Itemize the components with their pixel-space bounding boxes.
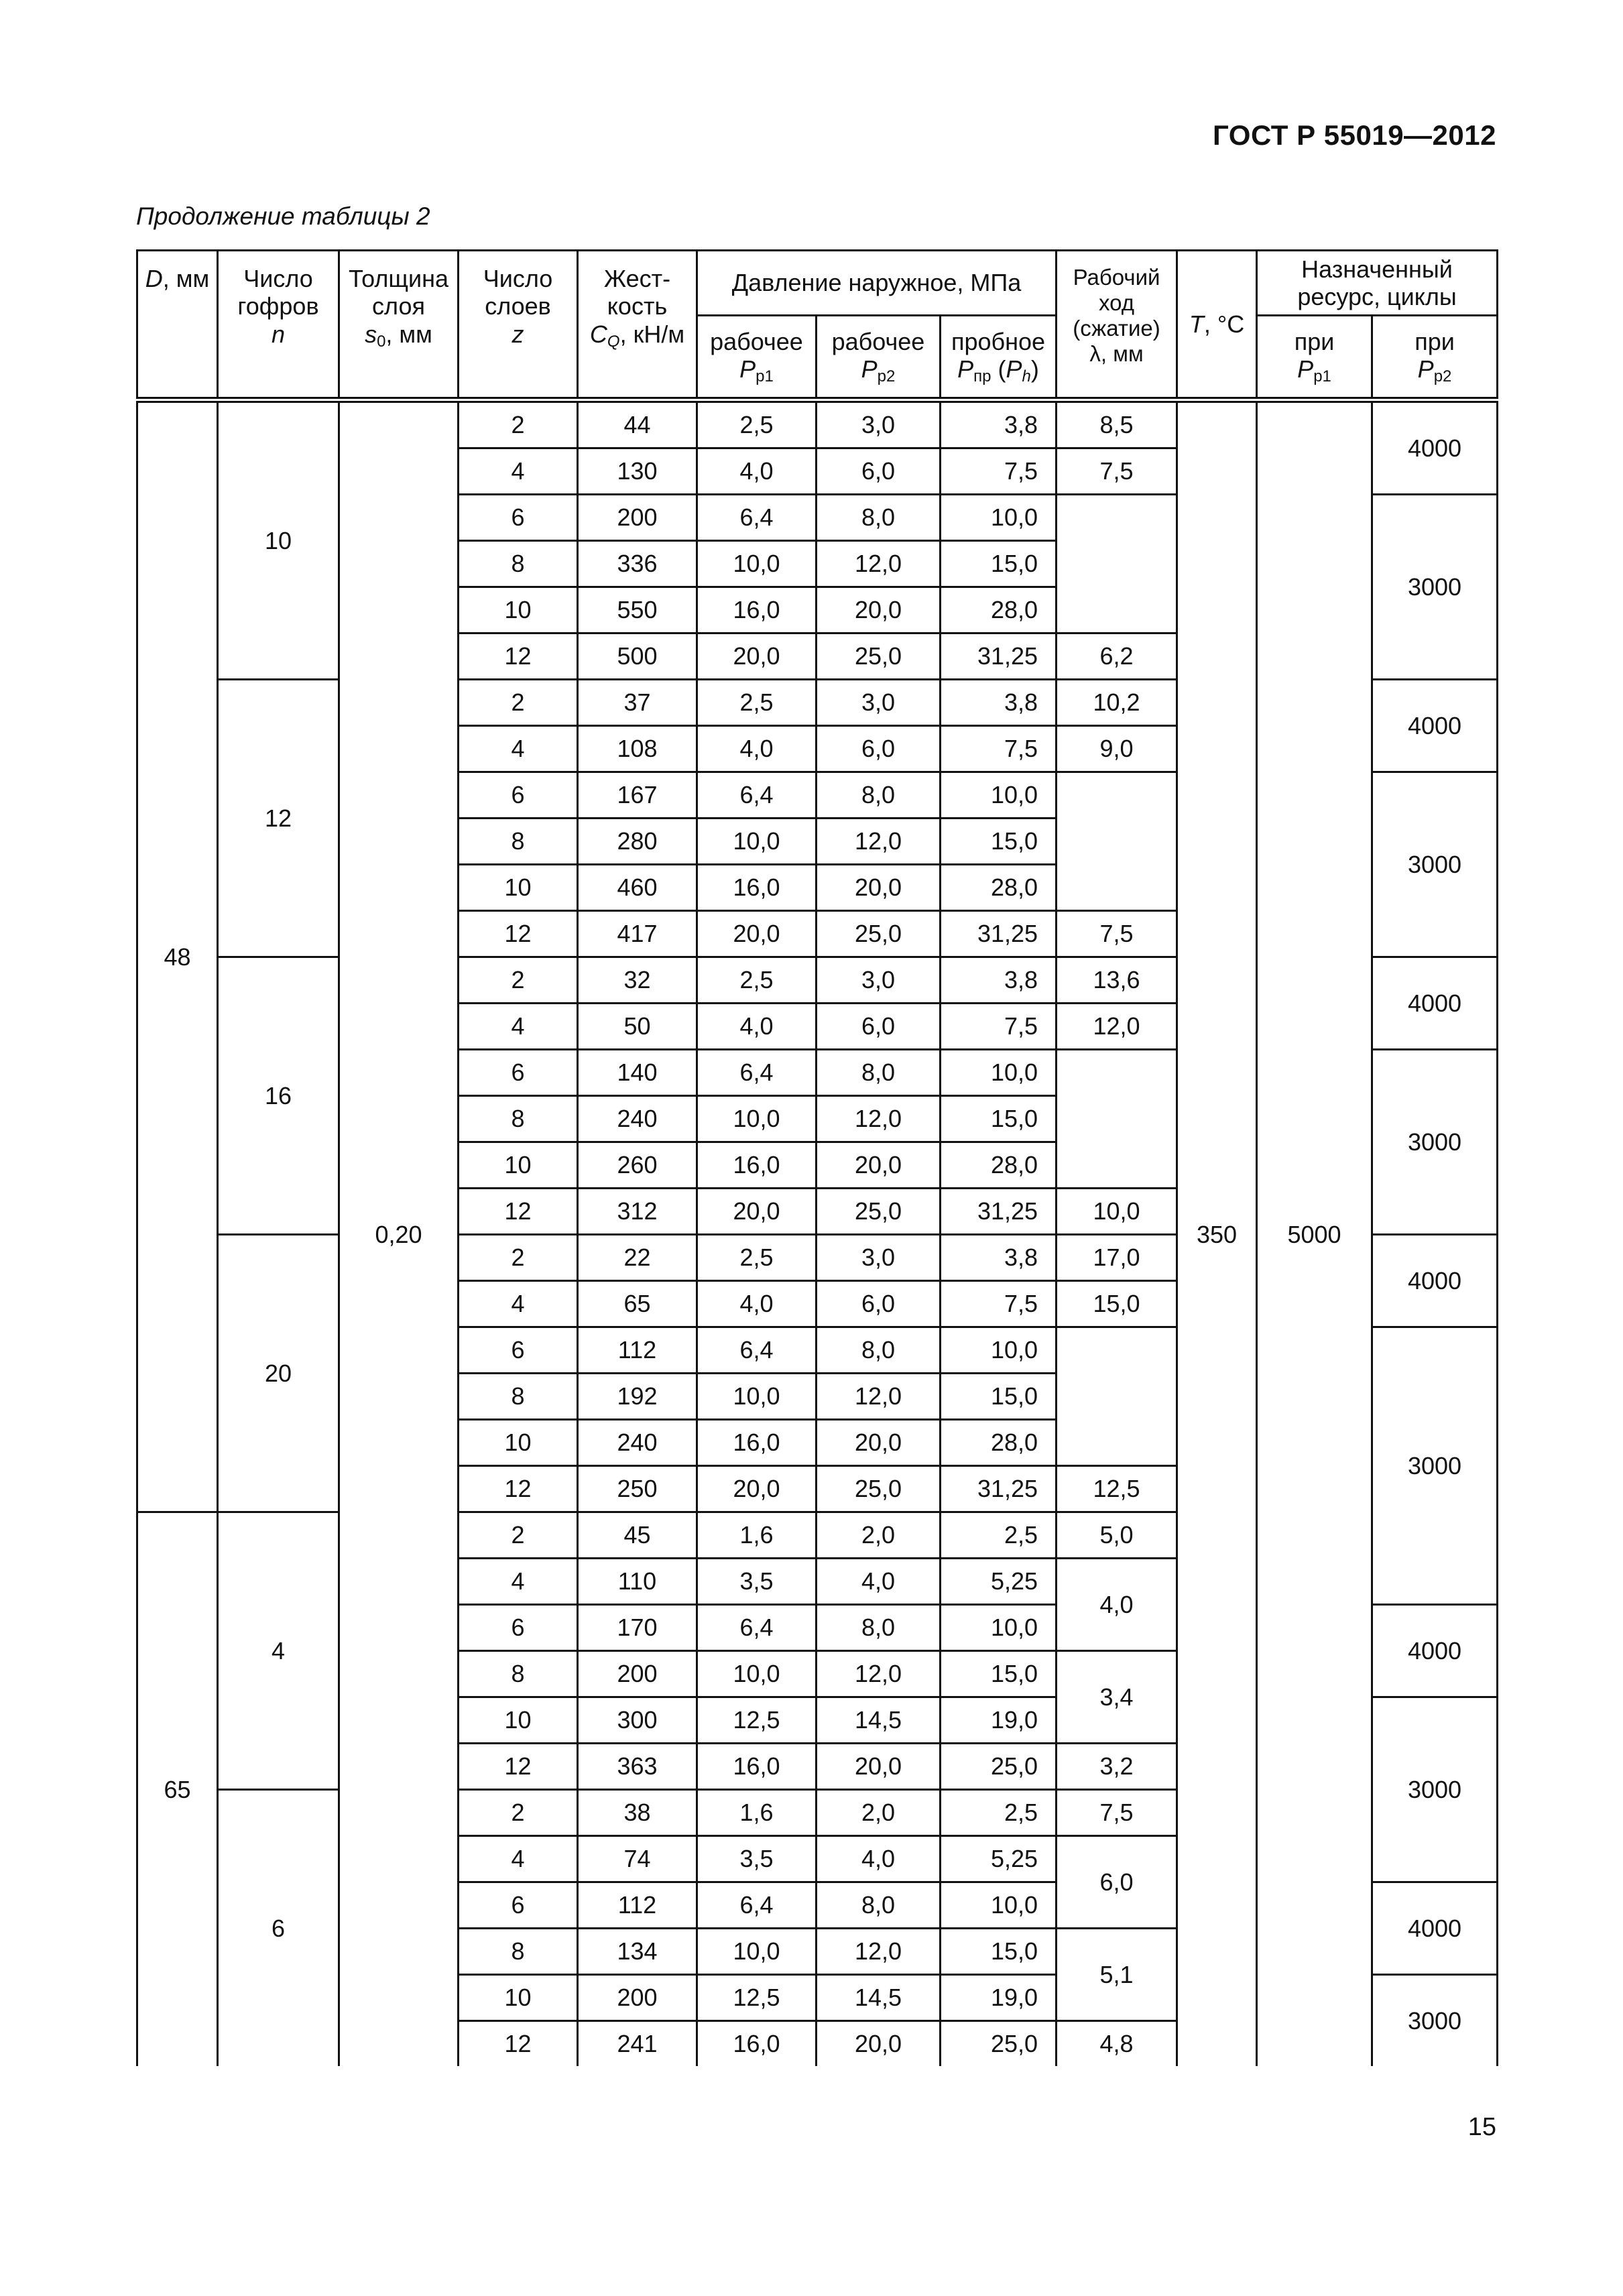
stiffness-cell: 460 — [578, 865, 697, 911]
stroke-cell: 5,0 — [1057, 1512, 1177, 1559]
diameter-cell: 65 — [137, 1512, 218, 2067]
layers-cell: 4 — [459, 1559, 578, 1605]
resource-p2-cell: 4000 — [1372, 1605, 1498, 1697]
stroke-cell: 4,8 — [1057, 2021, 1177, 2067]
ptest-cell: 2,5 — [941, 1512, 1057, 1559]
layers-cell: 2 — [459, 957, 578, 1004]
ptest-cell: 31,25 — [941, 911, 1057, 957]
p1-cell: 20,0 — [697, 1466, 817, 1512]
layers-cell: 12 — [459, 633, 578, 680]
p2-cell: 12,0 — [817, 819, 941, 865]
stroke-cell: 8,5 — [1057, 400, 1177, 448]
corrugations-cell: 20 — [218, 1235, 339, 1512]
resource-p2-cell: 4000 — [1372, 400, 1498, 495]
p1-cell: 6,4 — [697, 1327, 817, 1374]
resource-p2-cell: 4000 — [1372, 1882, 1498, 1975]
header-resource-p1: при $P_{р1}$ — [1257, 316, 1372, 400]
ptest-cell: 10,0 — [941, 1605, 1057, 1651]
corrugations-cell: 16 — [218, 957, 339, 1235]
layers-cell: 2 — [459, 1790, 578, 1836]
p1-cell: 4,0 — [697, 448, 817, 495]
ptest-cell: 7,5 — [941, 1004, 1057, 1050]
stiffness-cell: 37 — [578, 680, 697, 726]
ptest-cell: 19,0 — [941, 1697, 1057, 1744]
stiffness-cell: 74 — [578, 1836, 697, 1882]
stroke-cell: 6,0 — [1057, 1836, 1177, 1929]
table-row — [137, 400, 1498, 448]
ptest-cell: 15,0 — [941, 1374, 1057, 1420]
ptest-cell: 15,0 — [941, 1929, 1057, 1975]
ptest-cell: 7,5 — [941, 448, 1057, 495]
stiffness-cell: 65 — [578, 1281, 697, 1327]
layers-cell: 4 — [459, 1281, 578, 1327]
header-p2: рабочее $P_{р2}$ — [817, 316, 941, 400]
corrugations-cell: 6 — [218, 1790, 339, 2067]
layers-cell: 8 — [459, 1374, 578, 1420]
stiffness-cell: 50 — [578, 1004, 697, 1050]
p2-cell: 2,0 — [817, 1790, 941, 1836]
ptest-cell: 28,0 — [941, 587, 1057, 633]
stiffness-cell: 32 — [578, 957, 697, 1004]
p2-cell: 14,5 — [817, 1975, 941, 2021]
p2-cell: 8,0 — [817, 495, 941, 541]
stiffness-cell: 417 — [578, 911, 697, 957]
temperature-cell: 350 — [1177, 400, 1257, 2067]
resource-p2-cell: 4000 — [1372, 957, 1498, 1050]
layers-cell: 6 — [459, 1882, 578, 1929]
stroke-cell: 3,2 — [1057, 1744, 1177, 1790]
stroke-cell: 12,5 — [1057, 1466, 1177, 1512]
header-lambda: Рабочий ход (сжатие) λ, мм — [1057, 251, 1177, 400]
p1-cell: 20,0 — [697, 911, 817, 957]
stroke-cell — [1057, 772, 1177, 911]
layers-cell: 12 — [459, 1189, 578, 1235]
p2-cell: 20,0 — [817, 1744, 941, 1790]
page-number: 15 — [1467, 2113, 1496, 2141]
resource-p2-cell: 3000 — [1372, 1975, 1498, 2067]
p2-cell: 12,0 — [817, 1929, 941, 1975]
stiffness-cell: 550 — [578, 587, 697, 633]
stiffness-cell: 260 — [578, 1142, 697, 1189]
p2-cell: 4,0 — [817, 1559, 941, 1605]
p2-cell: 20,0 — [817, 1142, 941, 1189]
p1-cell: 6,4 — [697, 772, 817, 819]
p2-cell: 4,0 — [817, 1836, 941, 1882]
ptest-cell: 28,0 — [941, 1142, 1057, 1189]
layers-cell: 12 — [459, 2021, 578, 2067]
stroke-cell: 13,6 — [1057, 957, 1177, 1004]
layers-cell: 8 — [459, 1096, 578, 1142]
stiffness-cell: 200 — [578, 495, 697, 541]
p2-cell: 20,0 — [817, 2021, 941, 2067]
ptest-cell: 3,8 — [941, 400, 1057, 448]
resource-p2-cell: 4000 — [1372, 1235, 1498, 1327]
stiffness-cell: 280 — [578, 819, 697, 865]
p2-cell: 8,0 — [817, 1327, 941, 1374]
stiffness-cell: 38 — [578, 1790, 697, 1836]
document-header: ГОСТ Р 55019—2012 — [1213, 119, 1496, 151]
layers-cell: 6 — [459, 1327, 578, 1374]
stroke-cell: 4,0 — [1057, 1559, 1177, 1651]
ptest-cell: 2,5 — [941, 1790, 1057, 1836]
corrugations-cell: 12 — [218, 680, 339, 957]
stroke-cell: 12,0 — [1057, 1004, 1177, 1050]
p1-cell: 4,0 — [697, 726, 817, 772]
p1-cell: 10,0 — [697, 819, 817, 865]
p2-cell: 6,0 — [817, 726, 941, 772]
p2-cell: 12,0 — [817, 1096, 941, 1142]
p1-cell: 2,5 — [697, 400, 817, 448]
p2-cell: 3,0 — [817, 680, 941, 726]
header-z: Число слоев z — [459, 251, 578, 400]
resource-p2-cell: 3000 — [1372, 1327, 1498, 1605]
resource-p2-cell: 3000 — [1372, 495, 1498, 680]
ptest-cell: 10,0 — [941, 495, 1057, 541]
ptest-cell: 7,5 — [941, 726, 1057, 772]
p2-cell: 25,0 — [817, 911, 941, 957]
layers-cell: 4 — [459, 448, 578, 495]
layers-cell: 10 — [459, 865, 578, 911]
p2-cell: 12,0 — [817, 1651, 941, 1697]
p2-cell: 25,0 — [817, 1189, 941, 1235]
p1-cell: 16,0 — [697, 865, 817, 911]
p1-cell: 4,0 — [697, 1004, 817, 1050]
stiffness-cell: 112 — [578, 1327, 697, 1374]
layers-cell: 8 — [459, 819, 578, 865]
layers-cell: 10 — [459, 1697, 578, 1744]
p1-cell: 6,4 — [697, 1605, 817, 1651]
table-caption: Продолжение таблицы 2 — [136, 202, 430, 230]
ptest-cell: 25,0 — [941, 2021, 1057, 2067]
ptest-cell: 15,0 — [941, 1651, 1057, 1697]
layers-cell: 8 — [459, 541, 578, 587]
stroke-cell — [1057, 495, 1177, 633]
p1-cell: 16,0 — [697, 587, 817, 633]
stiffness-cell: 336 — [578, 541, 697, 587]
layers-cell: 12 — [459, 911, 578, 957]
header-resource: Назначенный ресурс, циклы — [1257, 251, 1498, 316]
layers-cell: 10 — [459, 1142, 578, 1189]
p2-cell: 14,5 — [817, 1697, 941, 1744]
stiffness-cell: 192 — [578, 1374, 697, 1420]
p2-cell: 25,0 — [817, 633, 941, 680]
p2-cell: 8,0 — [817, 1605, 941, 1651]
ptest-cell: 15,0 — [941, 541, 1057, 587]
layers-cell: 6 — [459, 1605, 578, 1651]
p1-cell: 3,5 — [697, 1836, 817, 1882]
thickness-cell: 0,20 — [339, 400, 459, 2067]
stroke-cell: 7,5 — [1057, 911, 1177, 957]
stroke-cell: 7,5 — [1057, 1790, 1177, 1836]
header-s: Толщина слоя $s_0$, мм — [339, 251, 459, 400]
stiffness-cell: 140 — [578, 1050, 697, 1096]
stroke-cell — [1057, 1050, 1177, 1189]
p2-cell: 6,0 — [817, 448, 941, 495]
stroke-cell: 7,5 — [1057, 448, 1177, 495]
ptest-cell: 31,25 — [941, 633, 1057, 680]
ptest-cell: 10,0 — [941, 1882, 1057, 1929]
stiffness-cell: 22 — [578, 1235, 697, 1281]
stiffness-cell: 44 — [578, 400, 697, 448]
stiffness-cell: 500 — [578, 633, 697, 680]
p1-cell: 3,5 — [697, 1559, 817, 1605]
p1-cell: 16,0 — [697, 2021, 817, 2067]
diameter-cell: 48 — [137, 400, 218, 1512]
stroke-cell: 5,1 — [1057, 1929, 1177, 2021]
p1-cell: 1,6 — [697, 1512, 817, 1559]
stiffness-cell: 110 — [578, 1559, 697, 1605]
p2-cell: 3,0 — [817, 957, 941, 1004]
parameters-table — [136, 249, 1498, 2066]
ptest-cell: 19,0 — [941, 1975, 1057, 2021]
p2-cell: 8,0 — [817, 1882, 941, 1929]
ptest-cell: 28,0 — [941, 1420, 1057, 1466]
resource-p2-cell: 4000 — [1372, 680, 1498, 772]
p1-cell: 6,4 — [697, 1882, 817, 1929]
layers-cell: 2 — [459, 1235, 578, 1281]
layers-cell: 10 — [459, 1975, 578, 2021]
ptest-cell: 3,8 — [941, 957, 1057, 1004]
p1-cell: 10,0 — [697, 1929, 817, 1975]
ptest-cell: 10,0 — [941, 772, 1057, 819]
p2-cell: 12,0 — [817, 1374, 941, 1420]
layers-cell: 2 — [459, 680, 578, 726]
stiffness-cell: 130 — [578, 448, 697, 495]
layers-cell: 10 — [459, 587, 578, 633]
stiffness-cell: 240 — [578, 1096, 697, 1142]
stiffness-cell: 170 — [578, 1605, 697, 1651]
stiffness-cell: 312 — [578, 1189, 697, 1235]
corrugations-cell: 4 — [218, 1512, 339, 1790]
header-n: Число гофров n — [218, 251, 339, 400]
p2-cell: 20,0 — [817, 1420, 941, 1466]
layers-cell: 12 — [459, 1744, 578, 1790]
ptest-cell: 25,0 — [941, 1744, 1057, 1790]
ptest-cell: 31,25 — [941, 1189, 1057, 1235]
p1-cell: 4,0 — [697, 1281, 817, 1327]
p2-cell: 8,0 — [817, 772, 941, 819]
layers-cell: 4 — [459, 1836, 578, 1882]
stiffness-cell: 250 — [578, 1466, 697, 1512]
p2-cell: 3,0 — [817, 400, 941, 448]
p2-cell: 12,0 — [817, 541, 941, 587]
header-t: T, °С — [1177, 251, 1257, 400]
layers-cell: 6 — [459, 495, 578, 541]
corrugations-cell: 10 — [218, 400, 339, 680]
stiffness-cell: 108 — [578, 726, 697, 772]
stiffness-cell: 167 — [578, 772, 697, 819]
p2-cell: 6,0 — [817, 1004, 941, 1050]
p1-cell: 12,5 — [697, 1975, 817, 2021]
stroke-cell: 17,0 — [1057, 1235, 1177, 1281]
ptest-cell: 10,0 — [941, 1327, 1057, 1374]
resource-p2-cell: 3000 — [1372, 1050, 1498, 1235]
header-d: D, мм — [137, 251, 218, 400]
layers-cell: 4 — [459, 1004, 578, 1050]
stiffness-cell: 241 — [578, 2021, 697, 2067]
stiffness-cell: 200 — [578, 1651, 697, 1697]
p2-cell: 6,0 — [817, 1281, 941, 1327]
stroke-cell — [1057, 1327, 1177, 1466]
stroke-cell: 10,2 — [1057, 680, 1177, 726]
p2-cell: 25,0 — [817, 1466, 941, 1512]
layers-cell: 4 — [459, 726, 578, 772]
p2-cell: 2,0 — [817, 1512, 941, 1559]
layers-cell: 8 — [459, 1929, 578, 1975]
p1-cell: 2,5 — [697, 1235, 817, 1281]
ptest-cell: 15,0 — [941, 1096, 1057, 1142]
ptest-cell: 3,8 — [941, 680, 1057, 726]
layers-cell: 10 — [459, 1420, 578, 1466]
stiffness-cell: 45 — [578, 1512, 697, 1559]
header-pressure: Давление наружное, МПа — [697, 251, 1057, 316]
p1-cell: 20,0 — [697, 633, 817, 680]
resource-p1-cell: 5000 — [1257, 400, 1372, 2067]
p1-cell: 16,0 — [697, 1420, 817, 1466]
header-ptest: пробное $P_{пр}$ $(P_h)$ — [941, 316, 1057, 400]
header-resource-p2: при $P_{р2}$ — [1372, 316, 1498, 400]
ptest-cell: 5,25 — [941, 1836, 1057, 1882]
p1-cell: 10,0 — [697, 1651, 817, 1697]
layers-cell: 2 — [459, 1512, 578, 1559]
p2-cell: 20,0 — [817, 865, 941, 911]
resource-p2-cell: 3000 — [1372, 1697, 1498, 1882]
layers-cell: 6 — [459, 1050, 578, 1096]
ptest-cell: 28,0 — [941, 865, 1057, 911]
stiffness-cell: 240 — [578, 1420, 697, 1466]
header-p1: рабочее $P_{р1}$ — [697, 316, 817, 400]
ptest-cell: 31,25 — [941, 1466, 1057, 1512]
resource-p2-cell: 3000 — [1372, 772, 1498, 957]
stroke-cell: 6,2 — [1057, 633, 1177, 680]
ptest-cell: 3,8 — [941, 1235, 1057, 1281]
p1-cell: 10,0 — [697, 541, 817, 587]
header-cq: Жест- кость $C_Q$, кН/м — [578, 251, 697, 400]
layers-cell: 8 — [459, 1651, 578, 1697]
p1-cell: 16,0 — [697, 1744, 817, 1790]
p1-cell: 2,5 — [697, 680, 817, 726]
p1-cell: 10,0 — [697, 1374, 817, 1420]
stiffness-cell: 200 — [578, 1975, 697, 2021]
p1-cell: 1,6 — [697, 1790, 817, 1836]
ptest-cell: 7,5 — [941, 1281, 1057, 1327]
stroke-cell: 15,0 — [1057, 1281, 1177, 1327]
stiffness-cell: 134 — [578, 1929, 697, 1975]
p1-cell: 20,0 — [697, 1189, 817, 1235]
p1-cell: 16,0 — [697, 1142, 817, 1189]
p1-cell: 2,5 — [697, 957, 817, 1004]
p1-cell: 6,4 — [697, 495, 817, 541]
stroke-cell: 3,4 — [1057, 1651, 1177, 1744]
layers-cell: 12 — [459, 1466, 578, 1512]
p1-cell: 10,0 — [697, 1096, 817, 1142]
p2-cell: 20,0 — [817, 587, 941, 633]
layers-cell: 6 — [459, 772, 578, 819]
p1-cell: 12,5 — [697, 1697, 817, 1744]
p2-cell: 8,0 — [817, 1050, 941, 1096]
ptest-cell: 10,0 — [941, 1050, 1057, 1096]
stiffness-cell: 112 — [578, 1882, 697, 1929]
ptest-cell: 15,0 — [941, 819, 1057, 865]
stroke-cell: 9,0 — [1057, 726, 1177, 772]
stiffness-cell: 363 — [578, 1744, 697, 1790]
layers-cell: 2 — [459, 400, 578, 448]
stroke-cell: 10,0 — [1057, 1189, 1177, 1235]
p1-cell: 6,4 — [697, 1050, 817, 1096]
ptest-cell: 5,25 — [941, 1559, 1057, 1605]
p2-cell: 3,0 — [817, 1235, 941, 1281]
stiffness-cell: 300 — [578, 1697, 697, 1744]
